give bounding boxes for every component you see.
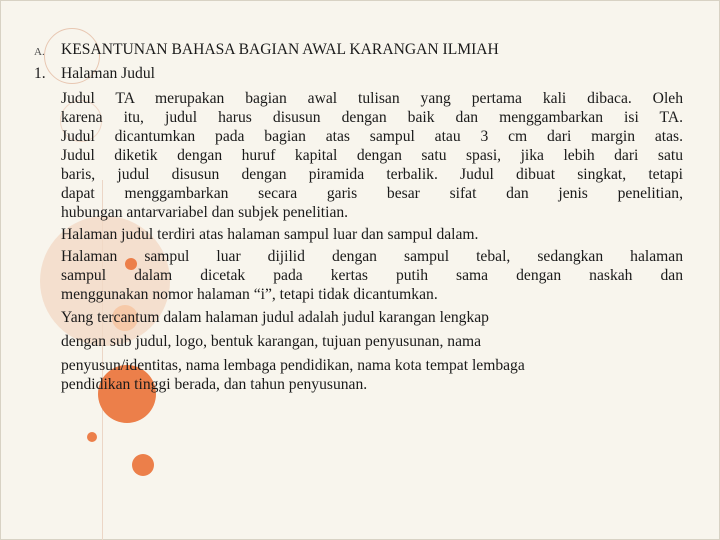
paragraph-line: dapat menggambarkan secara garis besar sifat dan jenis penelitian, bbox=[61, 185, 683, 202]
paragraph-line: Halaman judul terdiri atas halaman sampul luar dan sampul dalam. bbox=[61, 226, 479, 243]
paragraph-line: hubungan antarvariabel dan subjek penelitian. bbox=[61, 204, 349, 221]
paragraph-line: Judul dicantumkan pada bagian atas sampul atau 3 cm dari margin atas. bbox=[61, 128, 683, 145]
paragraph-line: Judul TA merupakan bagian awal tulisan yang pertama kali dibaca. Oleh bbox=[61, 90, 683, 107]
heading-text: KESANTUNAN BAHASA BAGIAN AWAL KARANGAN ILMIAH bbox=[61, 41, 499, 58]
paragraph-line: penyusun/identitas, nama lembaga pendidikan, nama kota tempat lembaga bbox=[61, 357, 525, 374]
paragraph-line: dengan sub judul, logo, bentuk karangan, tujuan penyusunan, nama bbox=[61, 333, 482, 350]
subheading-text: Halaman Judul bbox=[61, 65, 155, 82]
paragraph-line: sampul dalam dicetak pada kertas putih sama dengan naskah dan bbox=[61, 267, 683, 284]
paragraph-line: baris, judul disusun dengan piramida terbalik. Judul dibuat singkat, tetapi bbox=[61, 166, 683, 183]
paragraph-line: pendidikan tinggi berada, dan tahun penyusunan. bbox=[61, 376, 368, 393]
paragraph-line: Judul diketik dengan huruf kapital dengan satu spasi, jika lebih dari satu bbox=[61, 147, 683, 164]
subheading-marker: 1. bbox=[34, 65, 46, 82]
paragraph-line: menggunakan nomor halaman “i”, tetapi tidak dicantumkan. bbox=[61, 286, 438, 303]
paragraph-line: Yang tercantum dalam halaman judul adalah judul karangan lengkap bbox=[61, 309, 489, 326]
paragraph-line: karena itu, judul harus disusun dengan baik dan menggambarkan isi TA. bbox=[61, 109, 683, 126]
paragraph-line: Halaman sampul luar dijilid dengan sampul tebal, sedangkan halaman bbox=[61, 248, 683, 265]
heading-marker: A. bbox=[34, 46, 45, 58]
